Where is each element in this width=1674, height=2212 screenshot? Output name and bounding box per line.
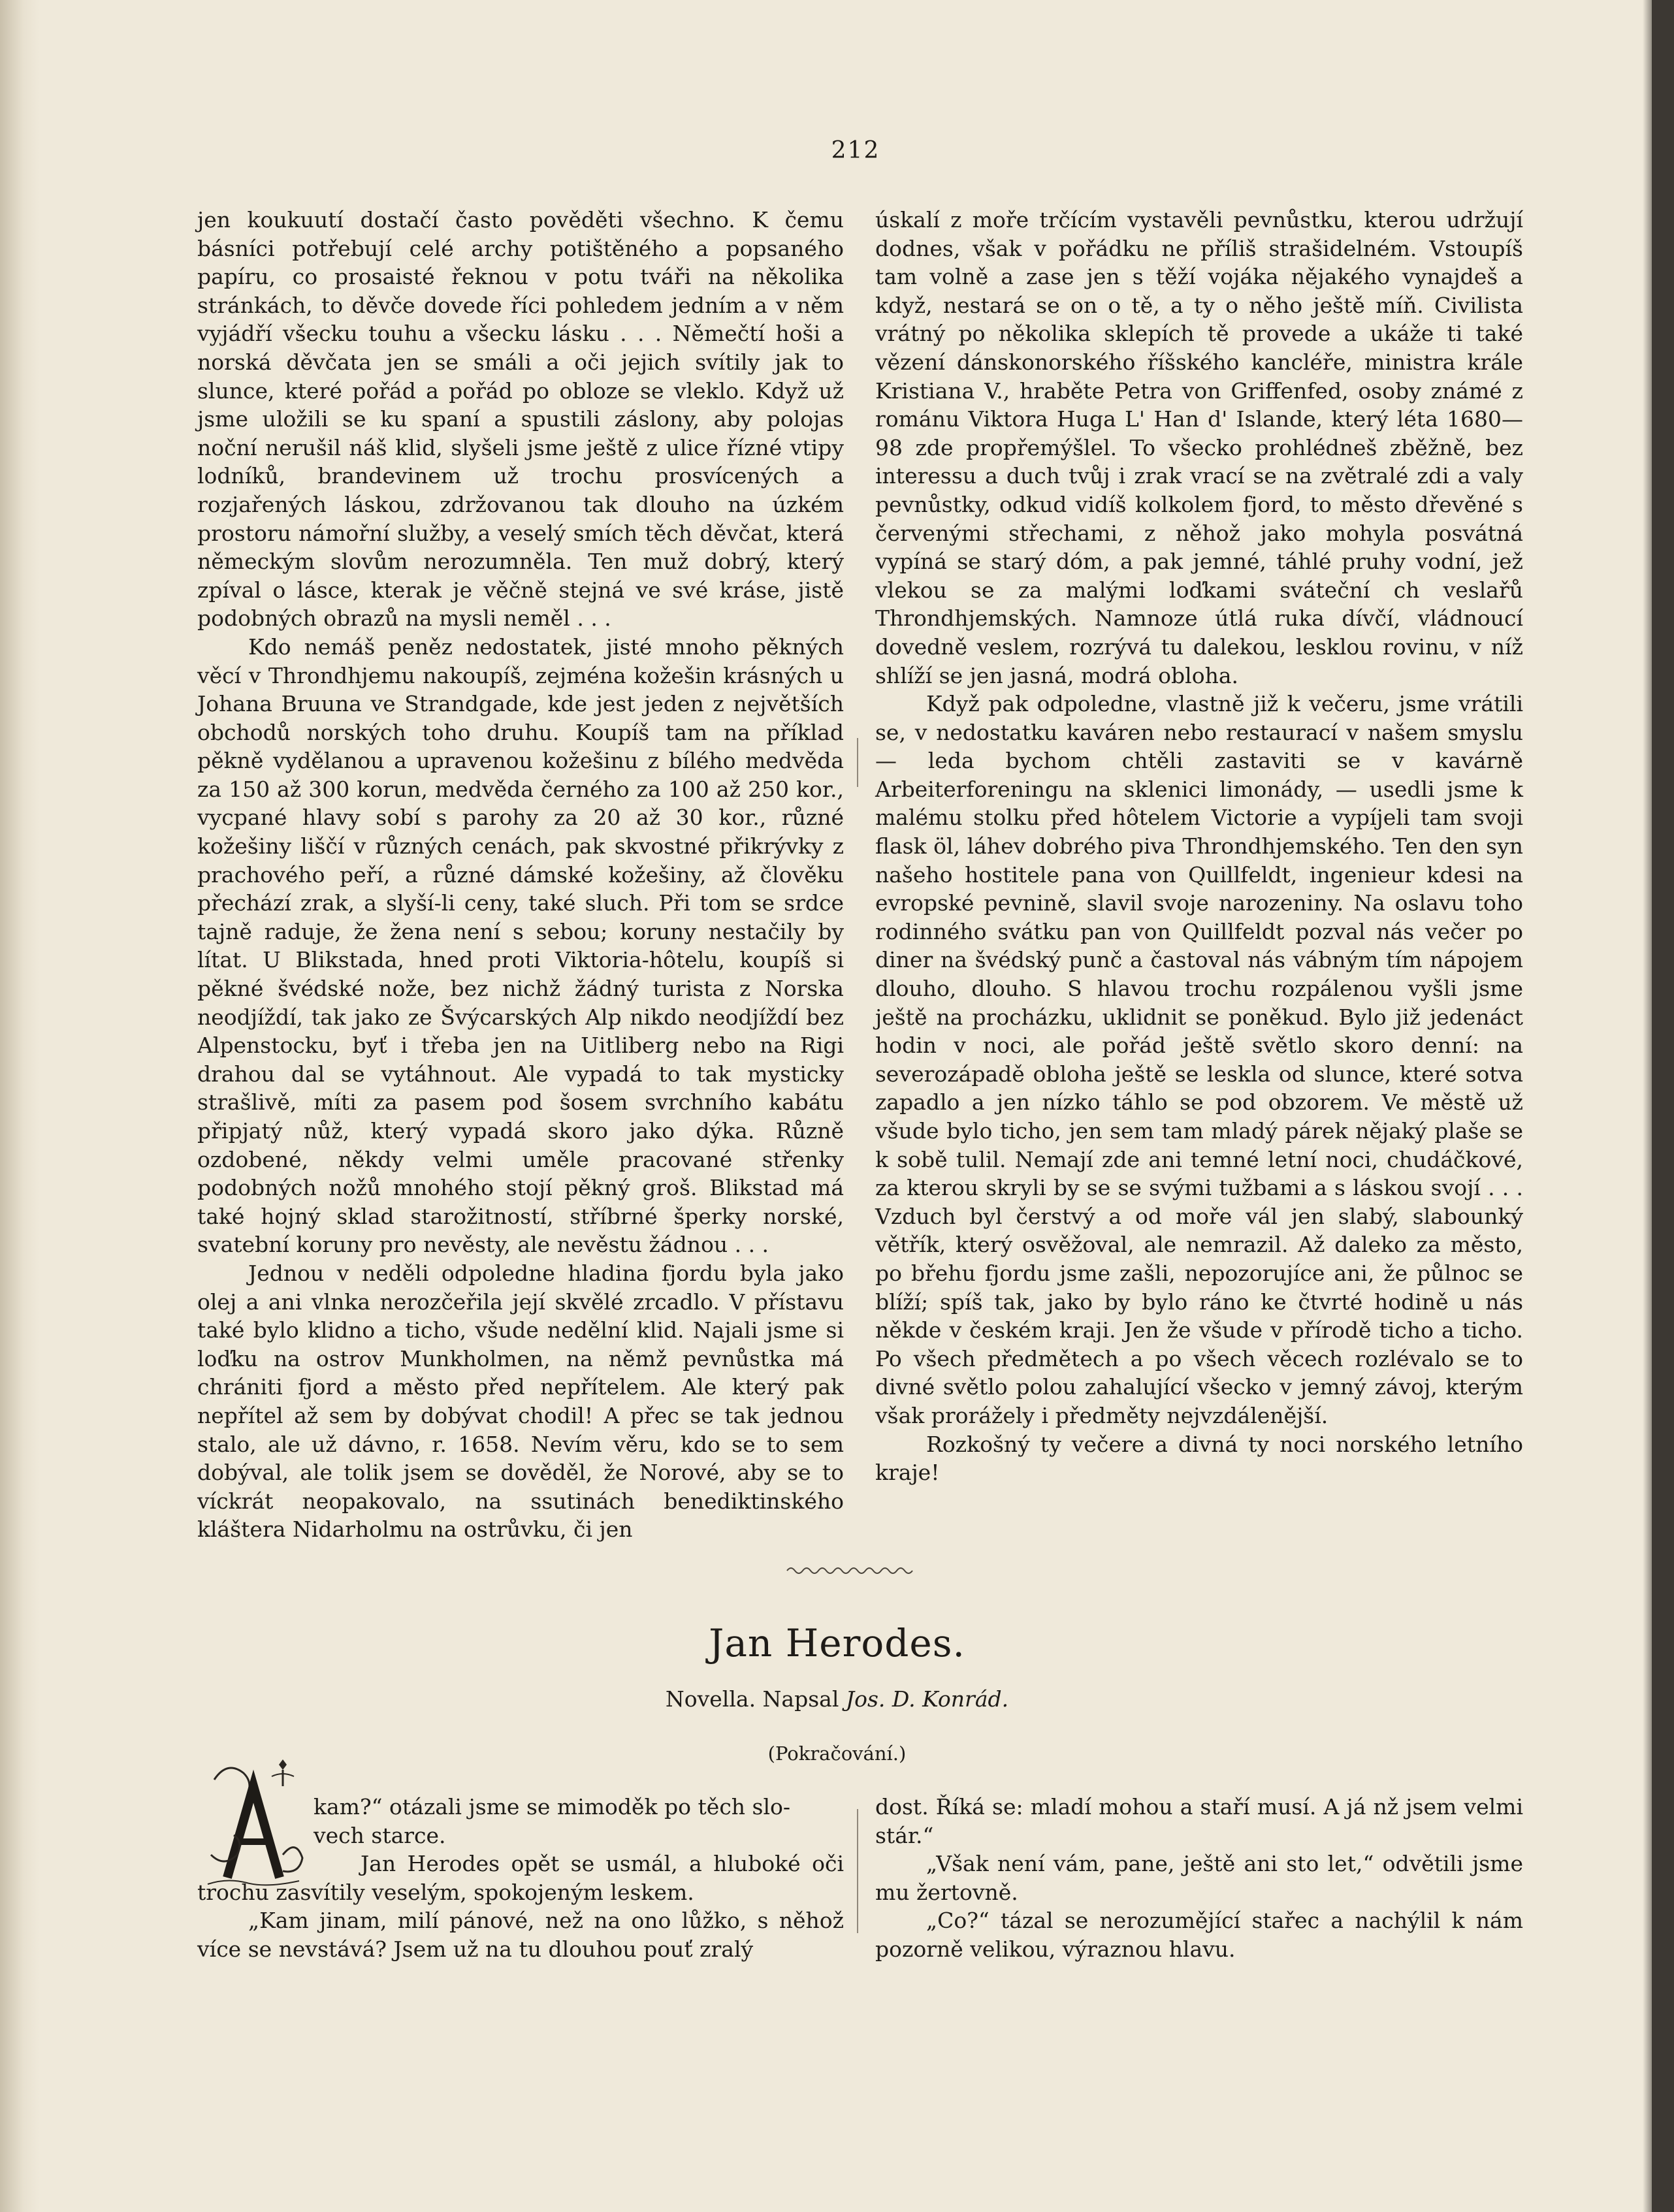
paragraph: Jednou v neděli odpoledne hladina fjordu byla jako olej a ani vlnka nerozčeřila její skvělé zrcadlo. V přístavu také bylo klidno a ticho, všude nedělní klid. Najali jsme si loďku na ostrov Munkholmen, na němž pevnůstka má chrániti fjord a město před nepřítelem. Ale který pak nepřítel až sem by dobývat chodil! A přec se tak jednou stalo, ale už dávno, r. 1658. Nevím věru, kdo se to sem dobýval, ale tolik jsem se dověděl, že Norové, aby se to víckrát neopakovalo, na ssutinách benediktinského kláštera Nidarholmu na ostrůvku, či jen — [197, 1260, 844, 1543]
column-divider — [857, 1809, 858, 1933]
continued-note: (Pokračování.) — [767, 1742, 907, 1765]
paragraph: „Však není vám, pane, ještě ani sto let,“ odvětili jsme mu žertovně. — [875, 1851, 1523, 1905]
column-divider — [857, 738, 858, 787]
paragraph: dost. Říká se: mladí mohou a staří musí. A já nž jsem velmi stár.“ — [875, 1794, 1523, 1848]
page-number: 212 — [831, 137, 880, 164]
paragraph: Kdo nemáš peněz nedostatek, jisté mnoho pěkných věcí v Throndhjemu nakoupíš, zejména kožešin krásných u Johana Bruuna ve Strandgade, kde jest jeden z největších obchodů norských toho druhu. Koupíš tam na příklad pěkně vydělanou a upravenou kožešinu z bílého medvěda za 150 až 300 korun, medvěda černého za 100 až 250 kor., vycpané hlavy sobí s parohy za 20 až 30 kor., různé kožešiny liščí v různých cenách, pak skvostné přikrývky z prachového peří, a různé dámské kožešiny, až člověku přechází zrak, a slyší-li ceny, také sluch. Při tom se srdce tajně raduje, že žena není s sebou; koruny nestačily by lítat. U Blikstada, hned proti Viktoria-hôtelu, koupíš si pěkné švédské nože, bez nichž žádný turista z Norska neodjíždí, tak jako ze Švýcarských Alp nikdo neodjíždí bez Alpenstocku, byť i třeba jen na Uitliberg nebo na Rigi drahou dal se vytáhnout. Ale vypadá to tak mysticky strašlivě, míti za pasem pod šosem svrchního kabátu připjatý nůž, který vypadá skoro jako dýka. Různě ozdobené, někdy velmi uměle pracované střenky podobných nožů mnohého stojí pěkný groš. Blikstad má také hojný sklad starožitností, stříbrné šperky norské, svatební koruny pro nevěsty, ale nevěstu žádnou . . . — [197, 633, 844, 1258]
page-edge-shadow — [0, 0, 39, 2212]
scan-border-strip — [1652, 0, 1674, 2212]
column-left-upper — [197, 206, 844, 1544]
paragraph: „Co?“ tázal se nerozumějící stařec a nachýlil k nám pozorně velikou, výraznou hlavu. — [875, 1908, 1523, 1962]
paragraph: úskalí z moře trčícím vystavěli pevnůstku, kterou udržují dodnes, však v pořádku ne příliš strašidelném. Vstoupíš tam volně a zase jen s těží vojáka nějakého vynajdeš a když, nestará se on o tě, a ty o něho ještě míň. Civilista vrátný po několika sklepích tě provede a ukáže ti také vězení dánskonorského říšského kancléře, ministra krále Kristiana V., hraběte Petra von Griffenfed, osoby známé z románu Viktora Huga L' Han d' Islande, který léta 1680—98 zde propřemýšlel. To všecko prohlédneš zběžně, bez interessu a duch tvůj i zrak vrací se na zvětralé zdi a valy pevnůstky, odkud vidíš kolkolem fjord, to město dřevěné s červenými střechami, z něhož jako mohyla posvátná vypíná se starý dóm, a pak jemné, táhlé pruhy vodní, jež vlekou se za malými loďkami sváteční ch veslařů Throndhjemských. Namnoze útlá ruka dívčí, vládnoucí dovedně veslem, rozrývá tu dalekou, lesklou rovinu, v níž shlíží se jen jasná, modrá obloha. — [875, 207, 1523, 688]
column-right-lower — [875, 1793, 1523, 1964]
paragraph: Rozkošný ty večere a divná ty noci norského letního kraje! — [875, 1431, 1523, 1486]
paragraph: „Kam jinam, milí pánové, než na ono lůžko, s něhož více se nevstává? Jsem už na tu dlouhou pouť zralý — [197, 1908, 844, 1962]
paragraph: kam?“ otázali jsme se mimoděk po těch slo- — [314, 1794, 791, 1819]
byline-prefix: Novella. Napsal — [665, 1686, 846, 1712]
wave-separator — [784, 1561, 914, 1580]
paragraph: Když pak odpoledne, vlastně již k večeru, jsme vrátili se, v nedostatku kaváren nebo restaurací v našem smyslu — leda bychom chtěli zastaviti se v kavárně Arbeiterforeningu na sklenici limonády, — usedli jsme k malému stolku před hôtelem Victorie a vypíjeli tam svoji flask öl, láhev dobrého piva Throndhjemského. Ten den syn našeho hostitele pana von Quillfeldt, ingenieur kdesi na evropské pevnině, slavil svoje narozeniny. Na oslavu toho rodinného svátku pan von Quillfeldt pozval nás večer po diner na švédský punč a častoval nás vábným tím nápojem dlouho, dlouho. S hlavou trochu rozpálenou vyšli jsme ještě na procházku, uklidnit se poněkud. Bylo již jedenáct hodin v noci, ale pořád ještě světlo skoro denní: na severozápadě obloha ještě se leskla od slunce, které sotva zapadlo a jen nízko táhlo se pod obzorem. Ve městě už všude bylo ticho, jen sem tam mladý párek nějaký plaše se k sobě tulil. Nemají zde ani temné letní noci, chudáčkové, za kterou skryli by se se svými tužbami a s láskou svojí . . . Vzduch byl čerstvý a od moře vál jen slabý, slabounký větřík, který osvěžoval, ale nemrazil. Až daleko za město, po břehu fjordu jsme zašli, nepozorujíce ani, že půlnoc se blíží; spíš tak, jako by bylo ráno ke čtvrté hodině u nás někde v českém kraji. Jen že všude v přírodě ticho a ticho. Po všech předmětech a po všech věcech rozlévalo se to divné světlo polou zahalující všecko v jemný závoj, kterým však prorážely i předměty nejvzdálenější. — [875, 691, 1523, 1428]
paragraph — [197, 1850, 844, 1906]
byline — [0, 1686, 1674, 1712]
author-name: Jos. D. Konrád. — [845, 1686, 1009, 1712]
column-left-lower — [197, 1793, 844, 1964]
column-right-upper — [875, 206, 1523, 1487]
paragraph: vech starce. — [314, 1822, 446, 1848]
story-title: Jan Herodes. — [709, 1621, 965, 1665]
paragraph: jen koukuutí dostačí často pověděti všechno. K čemu básníci potřebují celé archy potištěného a popsaného papíru, co prosaisté řeknou v potu tváři na několika stránkách, to děvče dovede říci pohledem jedním a v něm vyjádří všecku touhu a všecku lásku . . . Němečtí hoši a norská děvčata jen se smáli a oči jejich svítily jak to slunce, které pořád a pořád po obloze se vleklo. Když už jsme uložili se ku spaní a spustili záslony, aby polojas noční nerušil náš klid, slyšeli jsme ještě z ulice řízné vtipy lodníků, brandevinem už trochu prosvícených a rozjařených láskou, zdržovanou tak dlouho na úzkém prostoru námořní služby, a veselý smích těch děvčat, která německým slovům nerozumněla. Ten muž dobrý, který zpíval o lásce, kterak je věčně stejná ve své kráse, jistě podobných obrazů na mysli neměl . . . — [197, 207, 844, 632]
paragraph-text: Jan Herodes opět se usmál, a hluboké oči trochu zasvítily veselým, spokojeným leskem. — [197, 1851, 844, 1905]
